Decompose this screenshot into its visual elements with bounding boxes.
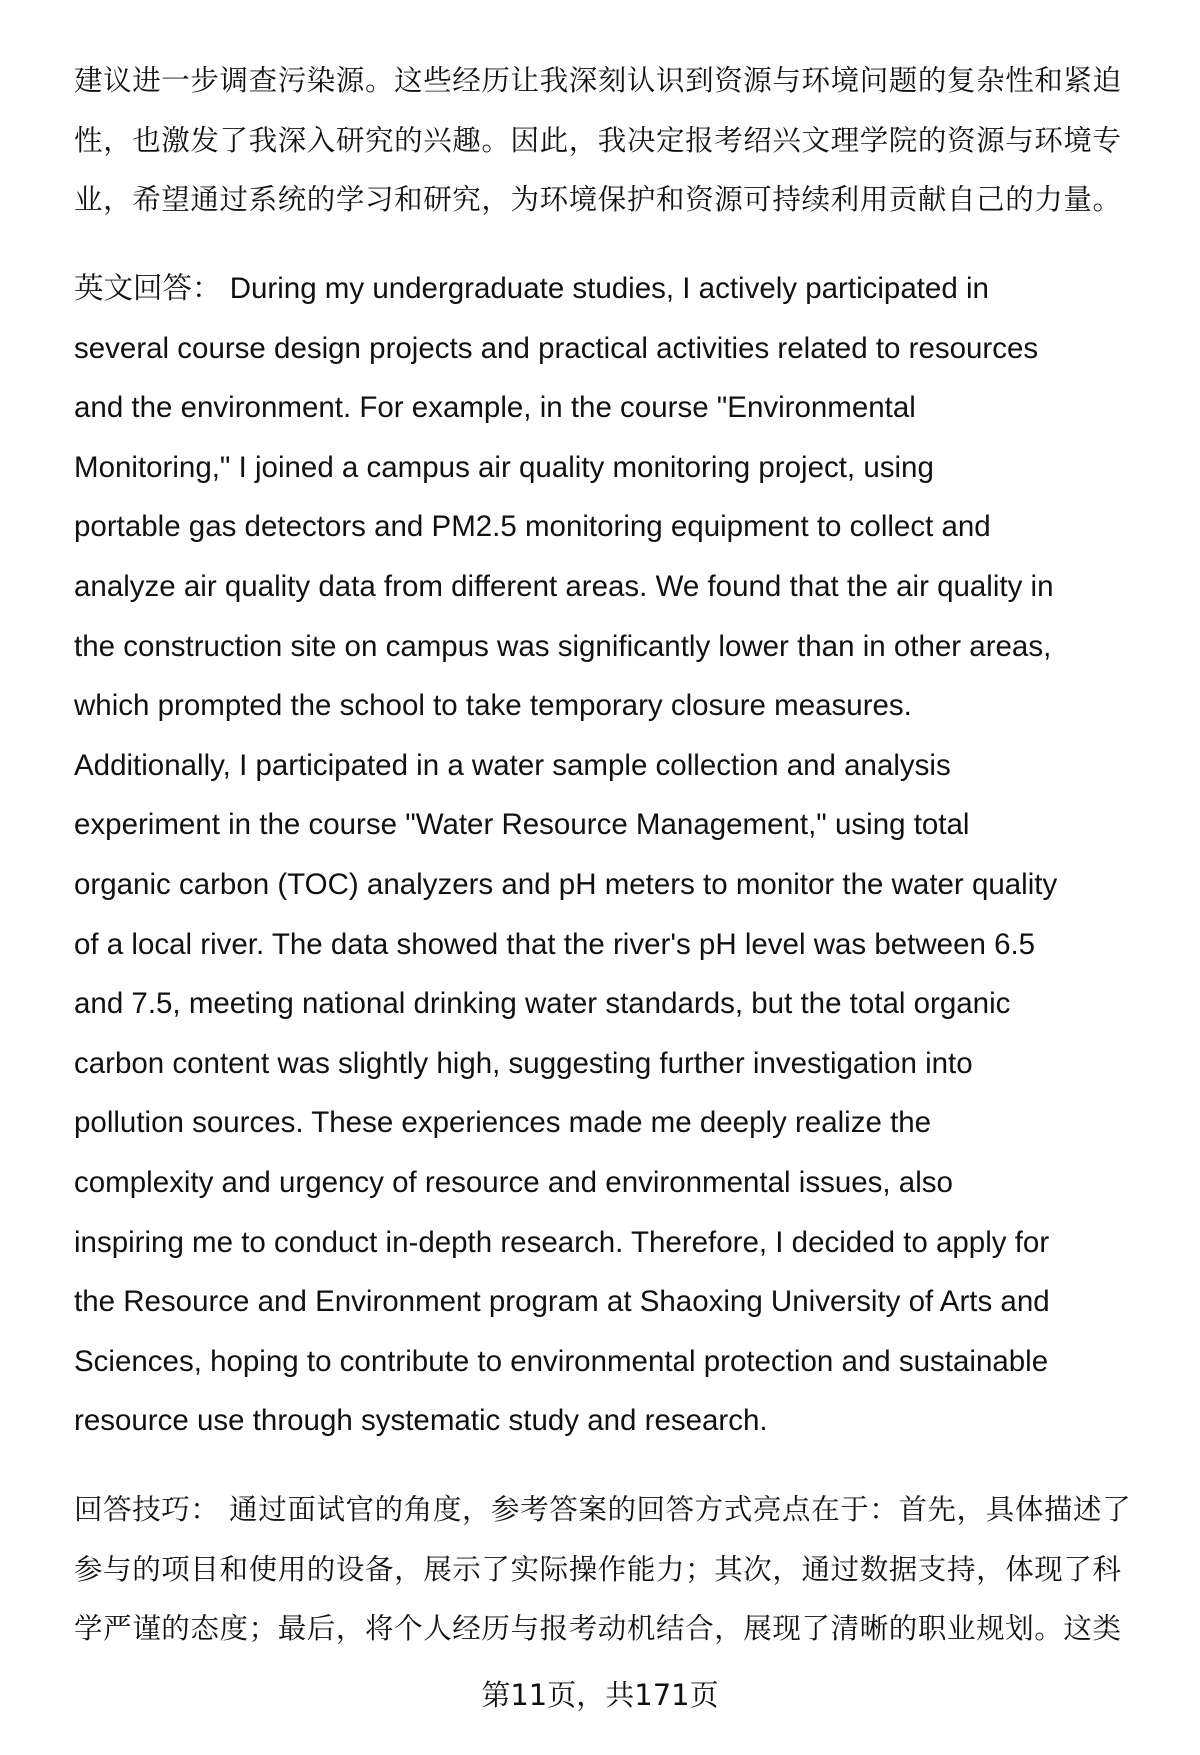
text-line: inspiring me to conduct in-depth research. Therefore, I decided to apply for [74, 1225, 1050, 1259]
text-line: 回答技巧： 通过面试官的角度，参考答案的回答方式亮点在于：首先，具体描述了 [74, 1493, 1132, 1526]
text-line: of a local river. The data showed that the river's pH level was between 6.5 [74, 927, 1036, 961]
text-line: and the environment. For example, in the course "Environmental [74, 391, 916, 425]
text-line: complexity and urgency of resource and environmental issues, also [74, 1165, 953, 1199]
text-line: which prompted the school to take temporary closure measures. [74, 689, 912, 723]
text-line: 英文回答： During my undergraduate studies, I actively participated in [74, 272, 989, 305]
text-line: analyze air quality data from different areas. We found that the air quality in [74, 569, 1054, 603]
paragraph-chinese-conclusion [74, 51, 1174, 230]
text-line: 性，也激发了我深入研究的兴趣。因此，我决定报考绍兴文理学院的资源与环境专 [74, 123, 1122, 157]
text-line: pollution sources. These experiences made me deeply realize the [74, 1106, 932, 1140]
text-line: 业，希望通过系统的学习和研究，为环境保护和资源可持续利用贡献自己的力量。 [74, 183, 1122, 217]
text-line: the construction site on campus was significantly lower than in other areas, [74, 629, 1052, 663]
text-line: 学严谨的态度；最后，将个人经历与报考动机结合，展现了清晰的职业规划。这类 [74, 1612, 1122, 1646]
text-line: and 7.5, meeting national drinking water standards, but the total organic [74, 987, 1011, 1021]
text-line: Sciences, hoping to contribute to environmental protection and sustainable [74, 1344, 1049, 1378]
text-line: resource use through systematic study and research. [74, 1404, 768, 1438]
text-line: 参与的项目和使用的设备，展示了实际操作能力；其次，通过数据支持，体现了科 [74, 1552, 1122, 1586]
text-line: portable gas detectors and PM2.5 monitoring equipment to collect and [74, 510, 991, 544]
text-line: carbon content was slightly high, suggesting further investigation into [74, 1046, 973, 1080]
text-line: experiment in the course "Water Resource Management," using total [74, 808, 970, 842]
page-indicator: 第11页，共171页 [481, 1678, 719, 1712]
text-line: several course design projects and practical activities related to resources [74, 331, 1039, 365]
text-line: Additionally, I participated in a water sample collection and analysis [74, 748, 951, 782]
text-line: Monitoring," I joined a campus air quality monitoring project, using [74, 450, 934, 484]
text-line: organic carbon (TOC) analyzers and pH meters to monitor the water quality [74, 867, 1058, 901]
text-line: 建议进一步调查污染源。这些经历让我深刻认识到资源与环境问题的复杂性和紧迫 [74, 64, 1122, 97]
text-line: the Resource and Environment program at Shaoxing University of Arts and [74, 1285, 1050, 1319]
paragraph-answer-tips [74, 1480, 1174, 1659]
paragraph-english-answer [74, 259, 1174, 1451]
